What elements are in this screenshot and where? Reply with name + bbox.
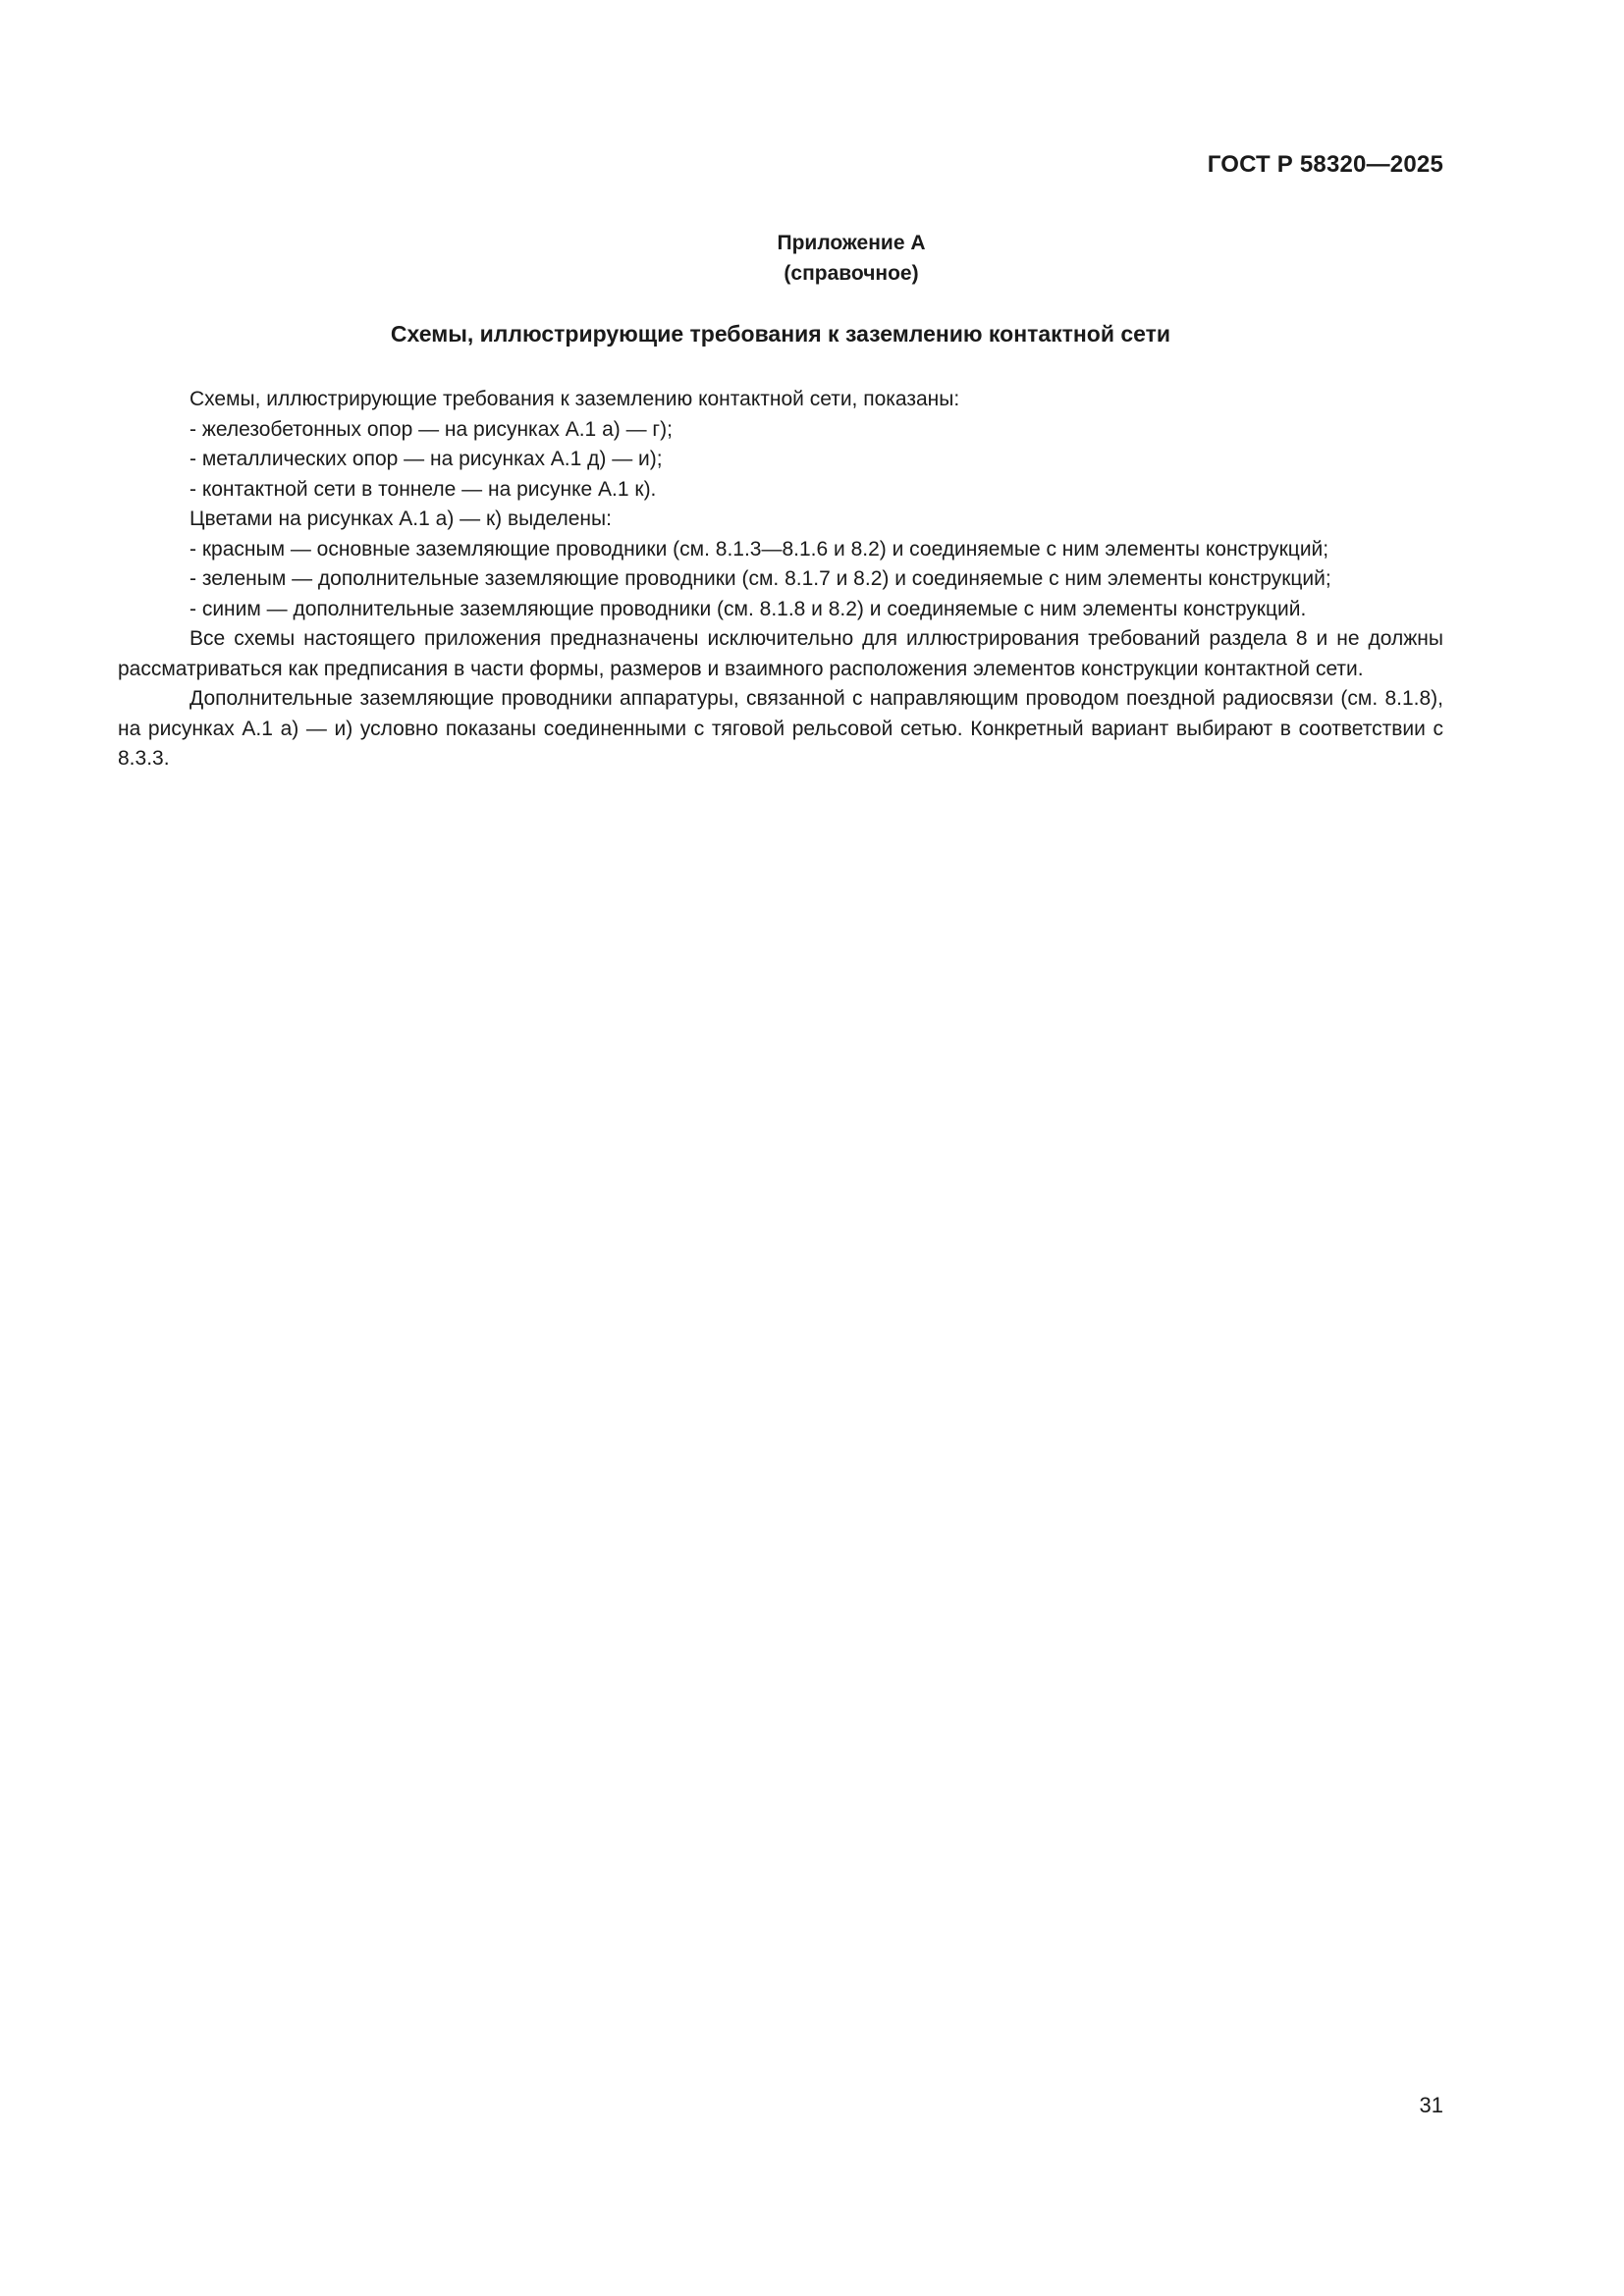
list-item: - металлических опор — на рисунках А.1 д) — и); (189, 448, 663, 470)
list-item: - железобетонных опор — на рисунках А.1 а) — г); (189, 417, 673, 441)
page-number: 31 (1419, 2093, 1443, 2117)
paragraph: Дополнительные заземляющие проводники аппаратуры, связанной с направляющим проводом поездной радиосвязи (см. 8.1.8), на рисунках А.1 а) — и) условно показаны соединенными с тяговой рельсовой сетью. Конкретный вариант выбирают в соответствии с 8.3.3. (118, 687, 1443, 770)
annex-heading (0, 228, 1624, 289)
list-item: - зеленым — дополнительные заземляющие проводники (см. 8.1.7 и 8.2) и соединяемые с ним элементы конструкций; (189, 567, 1331, 590)
list-item: - контактной сети в тоннеле — на рисунке А.1 к). (189, 477, 657, 501)
annex-type: (справочное) (784, 262, 919, 285)
body-text (118, 385, 1443, 774)
paragraph: Цветами на рисунках А.1 а) — к) выделены: (189, 507, 612, 530)
list-item: - синим — дополнительные заземляющие проводники (см. 8.1.8 и 8.2) и соединяемые с ним элементы конструкций. (189, 597, 1307, 620)
annex-label: Приложение А (777, 232, 926, 254)
document-code: ГОСТ Р 58320—2025 (1207, 151, 1443, 178)
annex-title: Схемы, иллюстрирующие требования к заземлению контактной сети (390, 321, 1171, 347)
list-item: - красным — основные заземляющие проводники (см. 8.1.3—8.1.6 и 8.2) и соединяемые с ним элементы конструкций; (189, 537, 1329, 561)
paragraph: Все схемы настоящего приложения предназначены исключительно для иллюстрирования требований раздела 8 и не должны рассматриваться как предписания в части формы, размеров и взаимного расположения элементов конструкции контактной сети. (118, 627, 1443, 680)
paragraph: Схемы, иллюстрирующие требования к заземлению контактной сети, показаны: (189, 388, 960, 410)
